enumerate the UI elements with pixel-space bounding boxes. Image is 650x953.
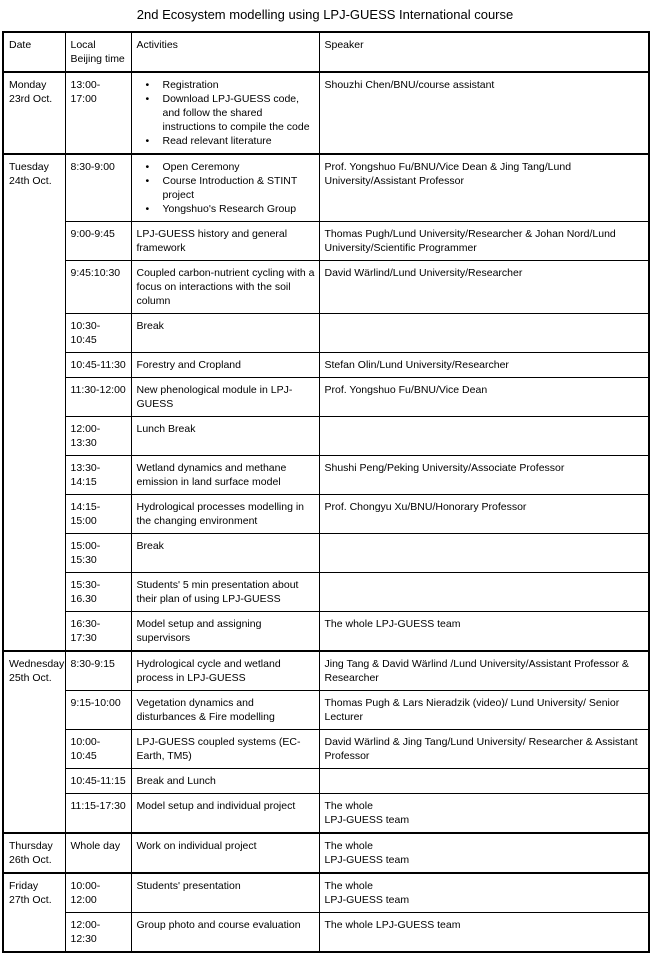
table-row	[3, 378, 649, 417]
time-cell: 11:15-17:30	[65, 794, 131, 834]
activities-cell: Break and Lunch	[131, 769, 319, 794]
speaker-cell: Shouzhi Chen/BNU/course assistant	[319, 72, 649, 154]
table-row	[3, 353, 649, 378]
time-cell: 13:00-17:00	[65, 72, 131, 154]
time-cell: 11:30-12:00	[65, 378, 131, 417]
activities-cell: LPJ-GUESS coupled systems (EC-Earth, TM5)	[131, 730, 319, 769]
activities-cell	[131, 154, 319, 222]
activities-cell: Wetland dynamics and methane emission in land surface model	[131, 456, 319, 495]
activities-cell: Coupled carbon-nutrient cycling with a focus on interactions with the soil column	[131, 261, 319, 314]
activity-bullet-item: • Open Ceremony	[146, 160, 315, 174]
text-line: LPJ-GUESS team	[324, 894, 410, 906]
table-row	[3, 417, 649, 456]
time-cell: 10:45-11:30	[65, 353, 131, 378]
activities-cell: Break	[131, 314, 319, 353]
activities-cell: Students' 5 min presentation about their plan of using LPJ-GUESS	[131, 573, 319, 612]
speaker-cell	[319, 769, 649, 794]
time-cell: Whole day	[65, 833, 131, 873]
time-cell: 10:45-11:15	[65, 769, 131, 794]
speaker-cell: The whole LPJ-GUESS team	[319, 913, 649, 953]
text-line: The whole	[324, 800, 373, 812]
activity-bullet-item: • Read relevant literature	[146, 134, 315, 148]
time-cell: 16:30-17:30	[65, 612, 131, 652]
text-line: 24th Oct.	[9, 175, 52, 187]
time-cell: 8:30-9:00	[65, 154, 131, 222]
table-body	[3, 72, 649, 952]
date-cell	[3, 833, 65, 873]
activity-bullet-item: • Download LPJ-GUESS code, and follow the shared instructions to compile the code	[146, 92, 315, 134]
text-line: 27th Oct.	[9, 894, 52, 906]
text-line: 26th Oct.	[9, 854, 52, 866]
activities-cell: New phenological module in LPJ-GUESS	[131, 378, 319, 417]
table-row	[3, 261, 649, 314]
speaker-cell: The whole LPJ-GUESS team	[319, 612, 649, 652]
column-header-speaker: Speaker	[319, 32, 649, 72]
time-cell: 9:00-9:45	[65, 222, 131, 261]
speaker-cell: Shushi Peng/Peking University/Associate Professor	[319, 456, 649, 495]
activities-cell: Break	[131, 534, 319, 573]
activities-cell: Students' presentation	[131, 873, 319, 913]
schedule-table	[2, 31, 650, 953]
speaker-cell	[319, 417, 649, 456]
column-header-date: Date	[3, 32, 65, 72]
text-line: Tuesday	[9, 161, 49, 173]
speaker-cell	[319, 794, 649, 834]
speaker-cell	[319, 833, 649, 873]
table-header	[3, 32, 649, 72]
text-line: Friday	[9, 880, 39, 892]
table-row	[3, 573, 649, 612]
speaker-cell	[319, 534, 649, 573]
text-line: Monday	[9, 79, 47, 91]
time-cell: 9:45:10:30	[65, 261, 131, 314]
column-header-activities: Activities	[131, 32, 319, 72]
activities-cell: Group photo and course evaluation	[131, 913, 319, 953]
activities-cell: Vegetation dynamics and disturbances & Fire modelling	[131, 691, 319, 730]
date-cell	[3, 873, 65, 952]
speaker-cell	[319, 873, 649, 913]
table-row	[3, 154, 649, 222]
text-line: Thursday	[9, 840, 53, 852]
time-cell: 15:00-15:30	[65, 534, 131, 573]
page-title: 2nd Ecosystem modelling using LPJ-GUESS International course	[136, 7, 514, 22]
table-row	[3, 730, 649, 769]
activities-cell: LPJ-GUESS history and general framework	[131, 222, 319, 261]
table-row	[3, 72, 649, 154]
table-row	[3, 222, 649, 261]
time-cell: 13:30-14:15	[65, 456, 131, 495]
text-line: The whole	[324, 880, 373, 892]
speaker-cell	[319, 573, 649, 612]
text-line: Wednesday	[9, 658, 65, 670]
speaker-cell: Prof. Yongshuo Fu/BNU/Vice Dean & Jing Tang/Lund University/Assistant Professor	[319, 154, 649, 222]
table-row	[3, 651, 649, 691]
header-row	[3, 32, 649, 72]
table-row	[3, 833, 649, 873]
time-cell: 12:00-13:30	[65, 417, 131, 456]
table-row	[3, 794, 649, 834]
activity-bullet-item: • Yongshuo's Research Group	[146, 202, 315, 216]
date-cell	[3, 72, 65, 154]
activities-cell: Model setup and assigning supervisors	[131, 612, 319, 652]
speaker-cell: Thomas Pugh/Lund University/Researcher & Johan Nord/Lund University/Scientific Programmer	[319, 222, 649, 261]
text-line: LPJ-GUESS team	[324, 814, 410, 826]
activity-bullet-item: • Course Introduction & STINT project	[146, 174, 315, 202]
activity-bullet-item: • Registration	[146, 78, 315, 92]
activities-cell	[131, 72, 319, 154]
table-row	[3, 873, 649, 913]
time-cell: 10:30-10:45	[65, 314, 131, 353]
time-cell: 10:00-10:45	[65, 730, 131, 769]
activities-bullet-list	[137, 78, 315, 148]
time-cell: 15:30-16.30	[65, 573, 131, 612]
activities-cell: Work on individual project	[131, 833, 319, 873]
table-row	[3, 612, 649, 652]
activities-cell: Hydrological processes modelling in the changing environment	[131, 495, 319, 534]
speaker-cell: David Wärlind/Lund University/Researcher	[319, 261, 649, 314]
column-header-local-beijing-time: Local Beijing time	[65, 32, 131, 72]
speaker-cell: Prof. Yongshuo Fu/BNU/Vice Dean	[319, 378, 649, 417]
table-row	[3, 769, 649, 794]
time-cell: 14:15-15:00	[65, 495, 131, 534]
speaker-cell: Stefan Olin/Lund University/Researcher	[319, 353, 649, 378]
text-line: The whole	[324, 840, 373, 852]
text-line: 23rd Oct.	[9, 93, 53, 105]
activities-cell: Lunch Break	[131, 417, 319, 456]
table-row	[3, 534, 649, 573]
date-cell	[3, 154, 65, 651]
text-line: 25th Oct.	[9, 672, 52, 684]
table-row	[3, 314, 649, 353]
speaker-cell	[319, 314, 649, 353]
activities-cell: Model setup and individual project	[131, 794, 319, 834]
activities-bullet-list	[137, 160, 315, 216]
date-cell	[3, 651, 65, 833]
speaker-cell: Jing Tang & David Wärlind /Lund University/Assistant Professor & Researcher	[319, 651, 649, 691]
speaker-cell: David Wärlind & Jing Tang/Lund University/ Researcher & Assistant Professor	[319, 730, 649, 769]
time-cell: 8:30-9:15	[65, 651, 131, 691]
activities-cell: Hydrological cycle and wetland process in LPJ-GUESS	[131, 651, 319, 691]
table-row	[3, 691, 649, 730]
table-row	[3, 456, 649, 495]
time-cell: 12:00-12:30	[65, 913, 131, 953]
activities-cell: Forestry and Cropland	[131, 353, 319, 378]
table-row	[3, 913, 649, 953]
speaker-cell: Thomas Pugh & Lars Nieradzik (video)/ Lund University/ Senior Lecturer	[319, 691, 649, 730]
table-row	[3, 495, 649, 534]
speaker-cell: Prof. Chongyu Xu/BNU/Honorary Professor	[319, 495, 649, 534]
time-cell: 9:15-10:00	[65, 691, 131, 730]
time-cell: 10:00-12:00	[65, 873, 131, 913]
text-line: LPJ-GUESS team	[324, 854, 410, 866]
